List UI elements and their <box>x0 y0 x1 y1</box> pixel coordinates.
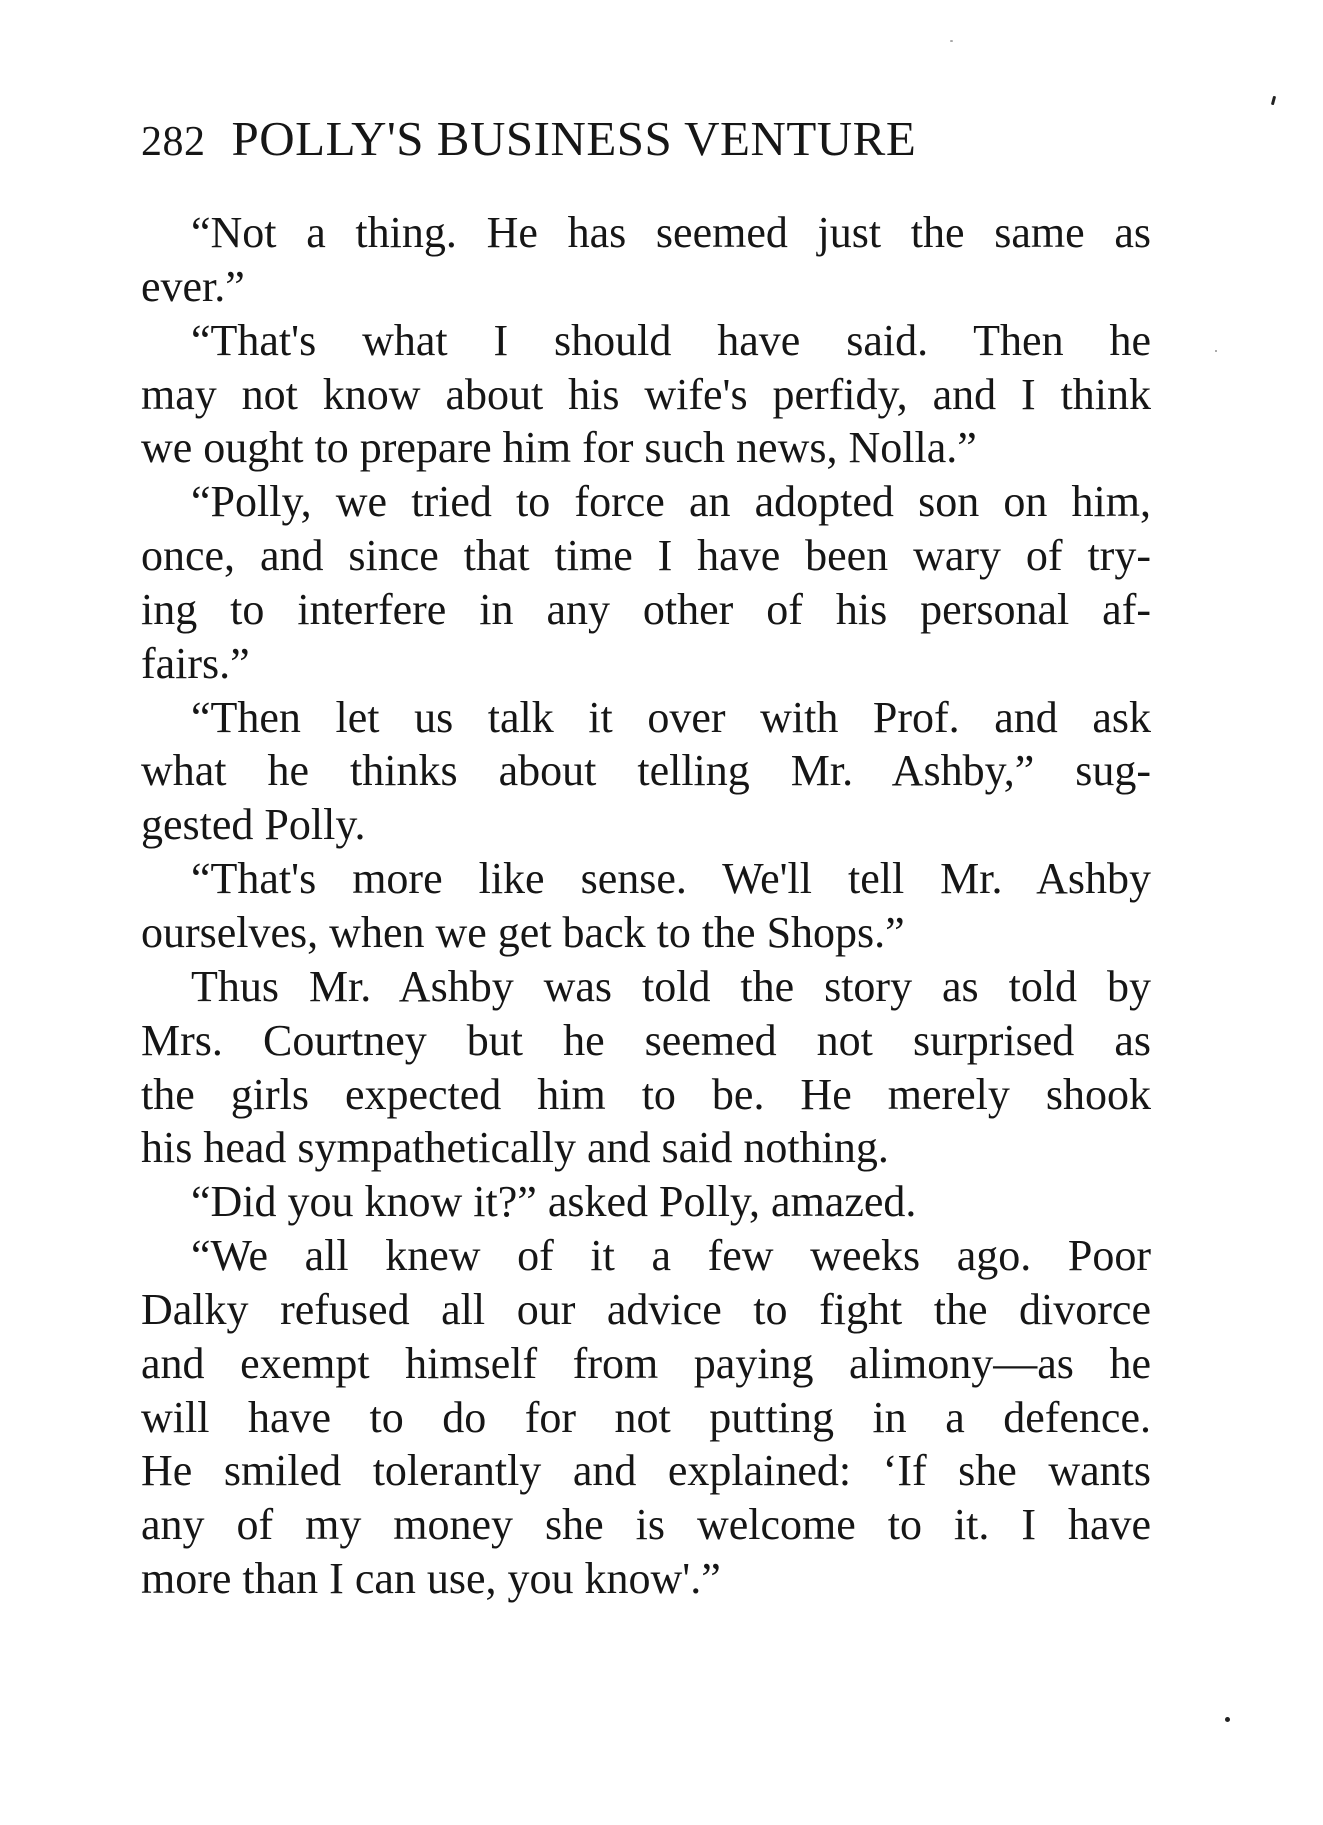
text-line: any of my money she is welcome to it. I have <box>141 1500 1151 1550</box>
text-line: Mrs. Courtney but he seemed not surprised as <box>141 1015 1151 1065</box>
text-line: fairs.” <box>141 638 250 688</box>
text-line: gested Polly. <box>141 800 366 850</box>
body-text <box>141 206 1151 1606</box>
text-line: “That's more like sense. We'll tell Mr. Ashby <box>191 854 1151 904</box>
text-line: his head sympathetically and said nothing. <box>141 1123 889 1173</box>
text-line: more than I can use, you know'.” <box>141 1554 721 1604</box>
page-header <box>141 104 1041 174</box>
text-line: ever.” <box>141 261 245 311</box>
text-line: will have to do for not putting in a defence. <box>141 1392 1151 1442</box>
paper-speck <box>1271 96 1276 105</box>
running-title: POLLY'S BUSINESS VENTURE <box>231 111 917 166</box>
text-line: “We all knew of it a few weeks ago. Poor <box>191 1231 1151 1281</box>
text-line: we ought to prepare him for such news, Nolla.” <box>141 423 977 473</box>
text-line: may not know about his wife's perfidy, and I think <box>141 369 1151 419</box>
paper-speck <box>950 40 953 42</box>
paper-speck <box>1225 1717 1230 1722</box>
text-line: and exempt himself from paying alimony—as he <box>141 1338 1151 1388</box>
text-line: Thus Mr. Ashby was told the story as told by <box>191 961 1151 1011</box>
text-line: once, and since that time I have been wary of try- <box>141 531 1151 581</box>
text-line: “Polly, we tried to force an adopted son on him, <box>191 477 1151 527</box>
text-line: ing to interfere in any other of his personal af- <box>141 584 1151 634</box>
text-line: Dalky refused all our advice to fight the divorce <box>141 1284 1151 1334</box>
text-line: what he thinks about telling Mr. Ashby,” sug- <box>141 746 1151 796</box>
text-line: ourselves, when we get back to the Shops.” <box>141 907 905 957</box>
text-line: the girls expected him to be. He merely shook <box>141 1069 1151 1119</box>
text-line: “Did you know it?” asked Polly, amazed. <box>191 1177 917 1227</box>
text-line: He smiled tolerantly and explained: ‘If she wants <box>141 1446 1151 1496</box>
paper-speck <box>1215 350 1217 352</box>
text-line: “Not a thing. He has seemed just the same as <box>191 208 1151 257</box>
text-line: “Then let us talk it over with Prof. and ask <box>191 692 1151 742</box>
page-number: 282 <box>141 119 206 165</box>
text-line: “That's what I should have said. Then he <box>191 315 1151 365</box>
